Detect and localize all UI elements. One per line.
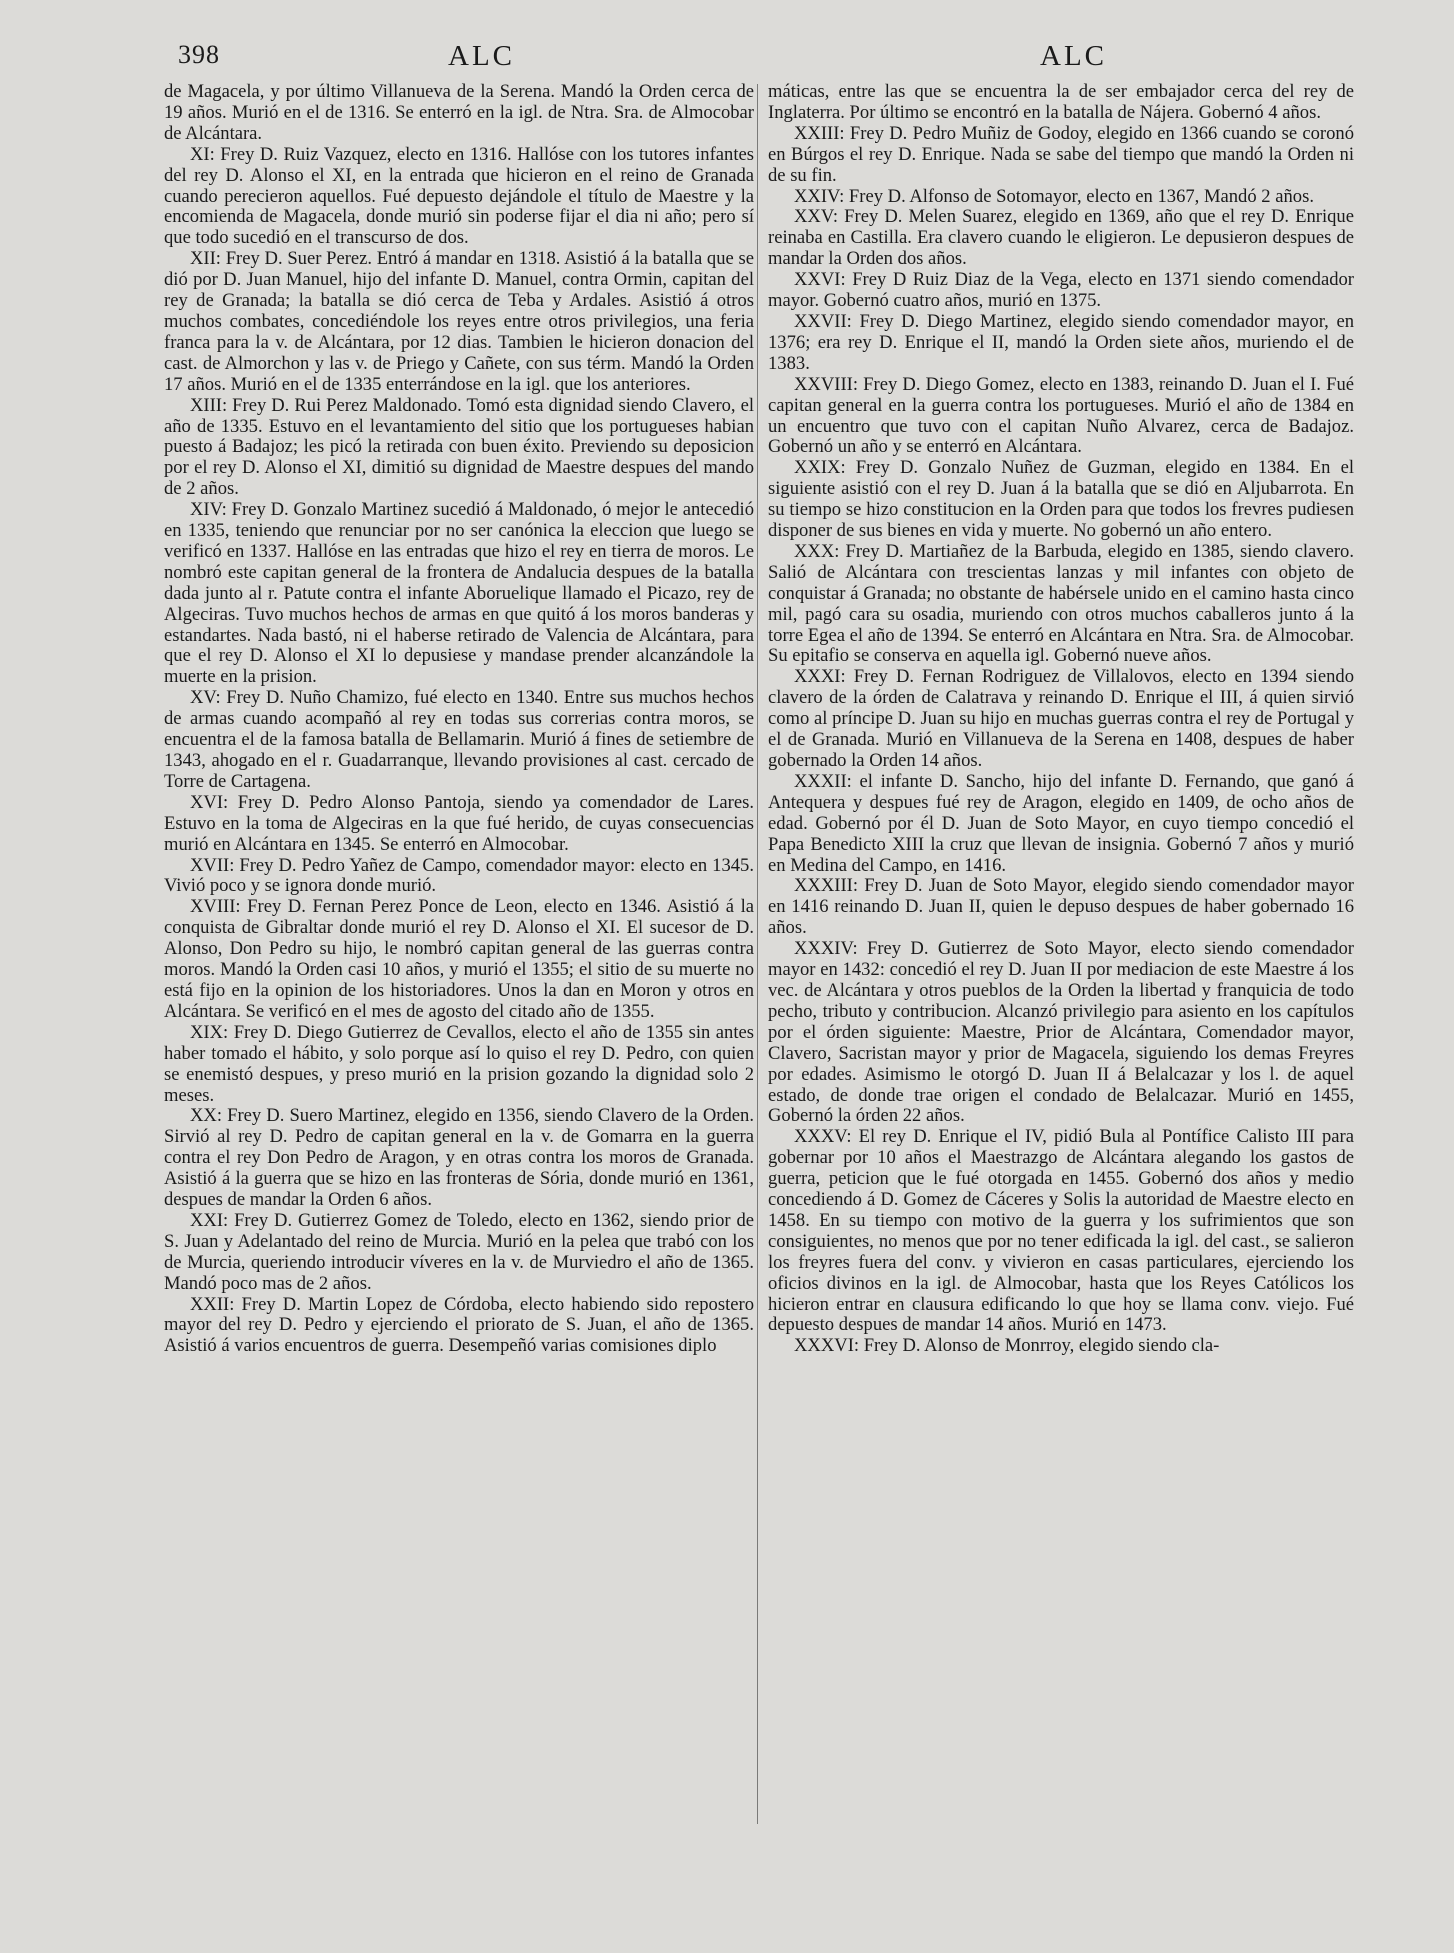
paragraph: XVI: Frey D. Pedro Alonso Pantoja, siendo ya comendador de Lares. Estuvo en la toma de Algeciras en la que fué herido, de cuyas consecuencias murió en Alcántara en 1345. Se enterró en Almocobar. bbox=[164, 791, 754, 855]
paragraph: XXII: Frey D. Martin Lopez de Córdoba, electo habiendo sido repostero mayor del rey D. Pedro y ejerciendo el priorato de S. Juan, el año de 1365. Asistió á varios encuentros de guerra. Desempeñó varias comisiones diplo bbox=[164, 1293, 754, 1357]
paragraph: XXIII: Frey D. Pedro Muñiz de Godoy, elegido en 1366 cuando se coronó en Búrgos el rey D. Enrique. Nada se sabe del tiempo que mandó la Orden ni de su fin. bbox=[768, 122, 1354, 186]
paragraph: XXVI: Frey D Ruiz Diaz de la Vega, electo en 1371 siendo comendador mayor. Gobernó cuatro años, murió en 1375. bbox=[768, 269, 1354, 312]
paragraph: XVIII: Frey D. Fernan Perez Ponce de Leon, electo en 1346. Asistió á la conquista de Gibraltar donde murió el rey D. Alonso el XI. El sucesor de D. Alonso, Don Pedro su hijo, le nombró capitan general de las guerras contra moros. Mandó la Orden casi 10 años, y murió el 1355; el sitio de su muerte no está fijo en la opinion de los historiadores. Unos la dan en Moron y otros en Alcántara. Se verificó en el mes de agosto del citado año de 1355. bbox=[164, 896, 754, 1022]
paragraph: XX: Frey D. Suero Martinez, elegido en 1356, siendo Clavero de la Orden. Sirvió al rey D. Pedro de capitan general en la v. de Gomarra en la guerra contra el rey Don Pedro de Aragon, y en otras contra los moros de Granada. Asistió á la guerra que se hizo en las fronteras de Sória, donde murió en 1361, despues de mandar la Orden 6 años. bbox=[164, 1105, 754, 1211]
paragraph: XII: Frey D. Suer Perez. Entró á mandar en 1318. Asistió á la batalla que se dió por D. Juan Manuel, hijo del infante D. Manuel, contra Ormin, capitan del rey de Granada; la batalla se dió cerca de Teba y Ardales. Asistió á otros muchos combates, concediéndole los reyes entre otros privilegios, una feria franca para la v. de Alcántara, por 12 dias. Tambien le hicieron donacion del cast. de Almorchon y las v. de Priego y Cañete, con sus térm. Mandó la Orden 17 años. Murió en el de 1335 enterrándose en la igl. que los anteriores. bbox=[164, 248, 754, 395]
paragraph: XV: Frey D. Nuño Chamizo, fué electo en 1340. Entre sus muchos hechos de armas cuando acompañó al rey en todas sus correrias contra moros, se encuentra el de la famosa batalla de Bellamarin. Murió á fines de setiembre de 1343, ahogado en el r. Guadarranque, llevando provisiones al cast. cercado de Torre de Cartagena. bbox=[164, 687, 754, 792]
paragraph: XXV: Frey D. Melen Suarez, elegido en 1369, año que el rey D. Enrique reinaba en Castilla. Era clavero cuando le eligieron. Le depusieron despues de mandar la Orden dos años. bbox=[768, 206, 1354, 270]
paragraph: de Magacela, y por último Villanueva de la Serena. Mandó la Orden cerca de 19 años. Murió en el de 1316. Se enterró en la igl. de Ntra. Sra. de Almocobar de Alcántara. bbox=[164, 81, 754, 144]
paragraph: XXXVI: Frey D. Alonso de Monrroy, elegido siendo cla- bbox=[794, 1335, 1220, 1357]
paragraph: XXX: Frey D. Martiañez de la Barbuda, elegido en 1385, siendo clavero. Salió de Alcántara con trescientas lanzas y mil infantes con objeto de conquistar á Granada; no obstante de habérsele unido en el camino hasta cinco mil, pagó cara su osadia, muriendo con otros muchos caballeros junto á la torre Egea el año de 1394. Se enterró en Alcántara en Ntra. Sra. de Almocobar. Su epitafio se conserva en aquella igl. Gobernó nueve años. bbox=[768, 540, 1354, 667]
paragraph: XXXIV: Frey D. Gutierrez de Soto Mayor, electo siendo comendador mayor en 1432: concedió el rey D. Juan II por mediacion de este Maestre á los vec. de Alcántara y otros pueblos de la Orden la libertad y franquicia de todo pecho, tributo y contribucion. Alcanzó privilegio para asiento en los capítulos por el órden siguiente: Maestre, Prior de Alcántara, Comendador mayor, Clavero, Sacristan mayor y prior de Magacela, siguiendo los demas Freyres por edades. Asimismo le otorgó D. Juan II á Belalcazar y los l. de aquel estado, de donde trae origen el condado de Belalcazar. Murió en 1455, Gobernó la órden 22 años. bbox=[768, 938, 1354, 1127]
paragraph: XXXII: el infante D. Sancho, hijo del infante D. Fernando, que ganó á Antequera y despues fué rey de Aragon, elegido en 1409, de ocho años de edad. Gobernó por él D. Juan de Soto Mayor, en cuyo tiempo concedió el Papa Benedicto XIII la cruz que llevan de insignia. Gobernó 7 años y murió en Medina del Campo, en 1416. bbox=[768, 770, 1354, 876]
page-number: 398 bbox=[178, 40, 220, 69]
paragraph: XXXIII: Frey D. Juan de Soto Mayor, elegido siendo comendador mayor en 1416 reinando D. Juan II, quien le depuso despues de haber gobernado 16 años. bbox=[768, 875, 1354, 939]
paragraph: máticas, entre las que se encuentra la de ser embajador cerca del rey de Inglaterra. Por último se encontró en la batalla de Nájera. Gobernó 4 años. bbox=[768, 81, 1354, 123]
paragraph: XXIX: Frey D. Gonzalo Nuñez de Guzman, elegido en 1384. En el siguiente asistió con el rey D. Juan á la batalla que se dió en Aljubarrota. En su tiempo se hizo constitucion en la Orden para que todos los frevres pudiesen disponer de sus bienes en vida y muerte. No gobernó un año entero. bbox=[768, 457, 1354, 542]
paragraph: XXXI: Frey D. Fernan Rodriguez de Villalovos, electo en 1394 siendo clavero de la órden de Calatrava y reinando D. Enrique el III, á quien sirvió como al príncipe D. Juan su hijo en muchas guerras contra el rey de Portugal y el de Granada. Murió en Villanueva de la Serena en 1408, despues de haber gobernado la Orden 14 años. bbox=[768, 666, 1354, 771]
left-column bbox=[164, 82, 754, 1357]
right-column bbox=[768, 82, 1354, 1357]
column-divider bbox=[757, 84, 758, 1824]
paragraph: XIII: Frey D. Rui Perez Maldonado. Tomó esta dignidad siendo Clavero, el año de 1335. Estuvo en el levantamiento del sitio que los portugueses habian puesto á Badajoz; les picó la retirada con buen éxito. Previendo su deposicion por el rey D. Alonso el XI, dimitió su dignidad de Maestre despues del mando de 2 años. bbox=[164, 394, 754, 500]
paragraph: XI: Frey D. Ruiz Vazquez, electo en 1316. Hallóse con los tutores infantes del rey D. Alonso el XI, en la entrada que hicieron en el reino de Granada cuando perecieron aquellos. Fué depuesto dejándole el título de Maestre y la encomienda de Magacela, donde murió sin poderse fijar el dia ni año; pero sí que todo sucedió en el transcurso de dos. bbox=[164, 143, 754, 249]
paragraph: XIX: Frey D. Diego Gutierrez de Cevallos, electo el año de 1355 sin antes haber tomado el hábito, y solo porque así lo quiso el rey D. Pedro, con quien se enemistó despues, y preso murió en la prision gozando la dignidad solo 2 meses. bbox=[164, 1021, 754, 1106]
paragraph: XXVII: Frey D. Diego Martinez, elegido siendo comendador mayor, en 1376; era rey D. Enrique el II, mandó la Orden siete años, muriendo el de 1383. bbox=[768, 310, 1354, 374]
paragraph: XVII: Frey D. Pedro Yañez de Campo, comendador mayor: electo en 1345. Vivió poco y se ignora donde murió. bbox=[164, 854, 754, 897]
paragraph: XXVIII: Frey D. Diego Gomez, electo en 1383, reinando D. Juan el I. Fué capitan general en la guerra contra los portugueses. Murió el año de 1384 en un encuentro que tuvo con el capitan Nuño Alvarez, cerca de Badajoz. Gobernó un año y se enterró en Alcántara. bbox=[768, 373, 1354, 458]
running-head-right: ALC bbox=[1040, 40, 1107, 72]
paragraph: XIV: Frey D. Gonzalo Martinez sucedió á Maldonado, ó mejor le antecedió en 1335, teniendo que renunciar por no ser canónica la eleccion que luego se verificó en 1337. Hallóse en las entradas que hizo el rey en tierra de moros. Le nombró este capitan general de la frontera de Andalucia despues de la batalla dada junto al r. Patute contra el infante Aboruelique llamado el Picazo, rey de Algeciras. Tuvo muchos hechos de armas en que quitó á los moros banderas y estandartes. Nada bastó, ni el haberse retirado de Valencia de Alcántara, para que el rey D. Alonso el XI lo depusiese y mandase prender alcanzándole la muerte en la prision. bbox=[164, 499, 754, 688]
running-head-left: ALC bbox=[448, 40, 515, 72]
paragraph: XXXV: El rey D. Enrique el IV, pidió Bula al Pontífice Calisto III para gobernar por 10 años el Maestrazgo de Alcántara alegando los gastos de guerra, peticion que le fué otorgada en 1455. Gobernó dos años y medio concediendo á D. Gomez de Cáceres y Solis la autoridad de Maestre electo en 1458. En su tiempo con motivo de la guerra y los sufrimientos que son consiguientes, no menos que por no tener edificada la igl. del cast., se salieron los freyres fuera del conv. y vivieron en casas particulares, ejerciendo los oficios divinos en la igl. de Almocobar, hasta que los Reyes Católicos los hicieron entrar en clausura edificando lo que hoy se llama conv. viejo. Fué depuesto despues de mandar 14 años. Murió en 1473. bbox=[768, 1126, 1354, 1336]
paragraph: XXI: Frey D. Gutierrez Gomez de Toledo, electo en 1362, siendo prior de S. Juan y Adelantado del reino de Murcia. Murió en la pelea que trabó con los de Murcia, queriendo introducir víveres en la v. de Murviedro el año de 1365. Mandó poco mas de 2 años. bbox=[164, 1209, 754, 1294]
paragraph: XXIV: Frey D. Alfonso de Sotomayor, electo en 1367, Mandó 2 años. bbox=[794, 185, 1314, 207]
